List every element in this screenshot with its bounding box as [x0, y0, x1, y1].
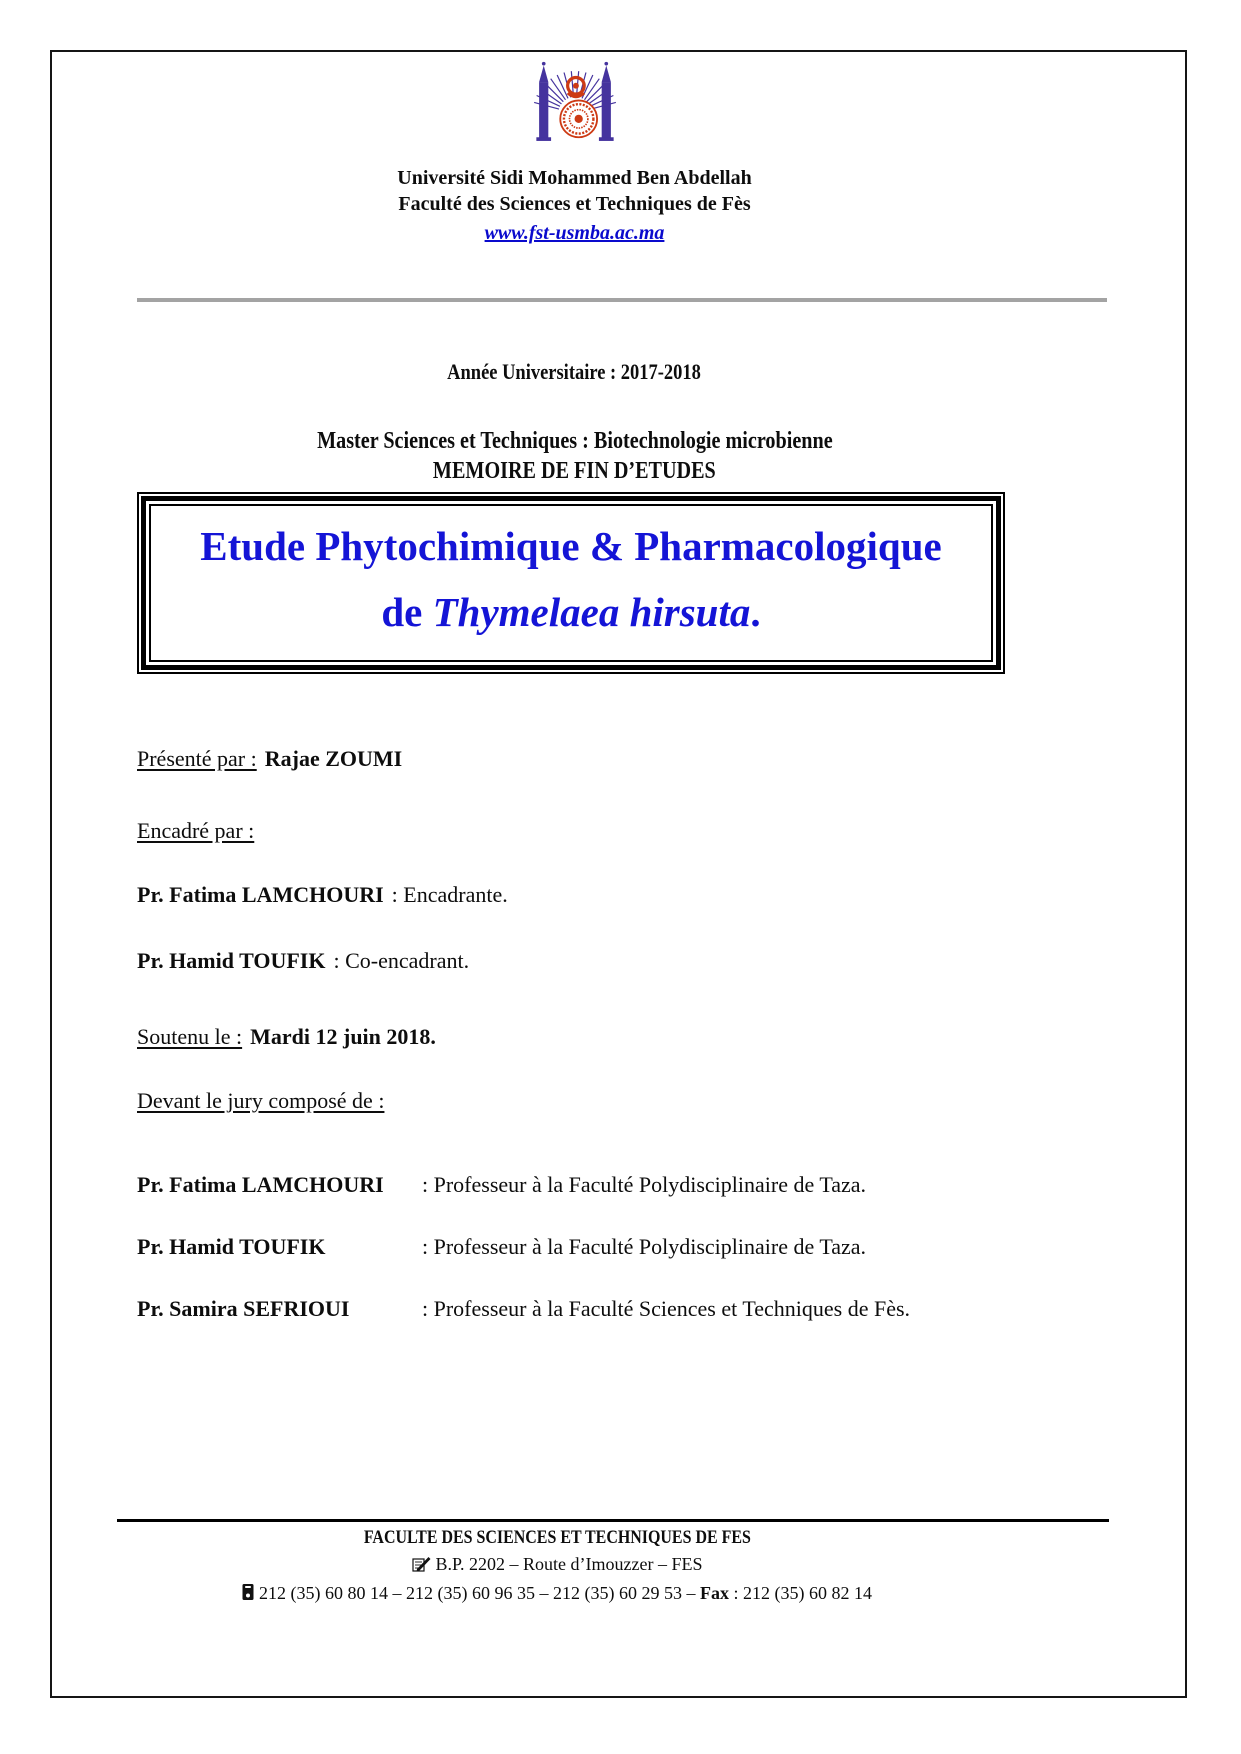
jury-member-row [137, 1232, 1147, 1262]
supervisor-name: Pr. Fatima LAMCHOURI [137, 882, 384, 907]
telephone-icon [242, 1582, 254, 1609]
supervised-by-label: Encadré par : [137, 818, 255, 843]
species-name: Thymelaea hirsuta [432, 589, 751, 635]
footer-fax-number: : 212 (35) 60 82 14 [728, 1583, 872, 1603]
supervisor-row [137, 880, 1147, 910]
defense-date-label: Soutenu le : [137, 1024, 243, 1049]
page-content [137, 52, 1147, 1324]
page-footer [117, 1519, 1109, 1609]
header-link-row [137, 217, 1012, 246]
footer-fax-label: Fax [699, 1583, 729, 1603]
footer-text-block [117, 1524, 997, 1609]
title-box [137, 492, 1005, 674]
supervisor-row [137, 946, 1147, 976]
jury-member-name: Pr. Samira SEFRIOUI [137, 1296, 350, 1321]
footer-faculty: FACULTE DES SCIENCES ET TECHNIQUES DE FES [363, 1527, 751, 1548]
defense-date-line [137, 1022, 1147, 1052]
page-border [50, 50, 1187, 1698]
logo-container [137, 56, 1012, 149]
header-faculty: Faculté des Sciences et Techniques de Fès [398, 193, 751, 215]
presented-by-label: Présenté par : [137, 746, 257, 771]
jury-member-affiliation: : Professeur à la Faculté Polydisciplinaire de Taza. [422, 1234, 867, 1259]
jury-member-affiliation: : Professeur à la Faculté Polydisciplinaire de Taza. [422, 1172, 867, 1197]
footer-address-row [117, 1551, 997, 1580]
author-name: Rajae ZOUMI [264, 746, 403, 771]
supervisor-role: : Encadrante. [391, 882, 508, 907]
defense-date: Mardi 12 juin 2018. [250, 1024, 436, 1049]
supervised-by-label-line [137, 816, 1147, 846]
letter-pen-icon [412, 1553, 431, 1580]
header-separator-line [137, 298, 1107, 302]
header-university: Université Sidi Mohammed Ben Abdellah [397, 167, 752, 189]
thesis-title-line2: de Thymelaea hirsuta. [381, 589, 761, 635]
website-link[interactable]: www.fst-usmba.ac.ma [484, 222, 665, 244]
supervisor-name: Pr. Hamid TOUFIK [137, 948, 326, 973]
document-type-line: MEMOIRE DE FIN D’ETUDES [433, 458, 716, 484]
academic-year: Année Universitaire : 2017-2018 [447, 359, 702, 384]
footer-phone-row [117, 1580, 997, 1609]
jury-member-affiliation: : Professeur à la Faculté Sciences et Techniques de Fès. [422, 1296, 911, 1321]
footer-address: B.P. 2202 – Route d’Imouzzer – FES [435, 1554, 703, 1574]
jury-member-row [137, 1294, 1147, 1324]
supervisor-role: : Co-encadrant. [333, 948, 470, 973]
jury-member-name: Pr. Hamid TOUFIK [137, 1234, 326, 1259]
jury-member-name: Pr. Fatima LAMCHOURI [137, 1172, 384, 1197]
jury-label: Devant le jury composé de : [137, 1088, 385, 1113]
jury-member-row [137, 1170, 1147, 1200]
jury-label-line [137, 1086, 1147, 1116]
thesis-title-line1: Etude Phytochimique & Pharmacologique [200, 523, 942, 569]
university-emblem-icon [529, 56, 621, 144]
footer-phones: 212 (35) 60 80 14 – 212 (35) 60 96 35 – 212 (35) 60 29 53 – [259, 1583, 700, 1603]
presented-by-line [137, 744, 1147, 774]
footer-separator-line [117, 1519, 1109, 1522]
program-line: Master Sciences et Techniques : Biotechnologie microbienne [316, 428, 833, 454]
